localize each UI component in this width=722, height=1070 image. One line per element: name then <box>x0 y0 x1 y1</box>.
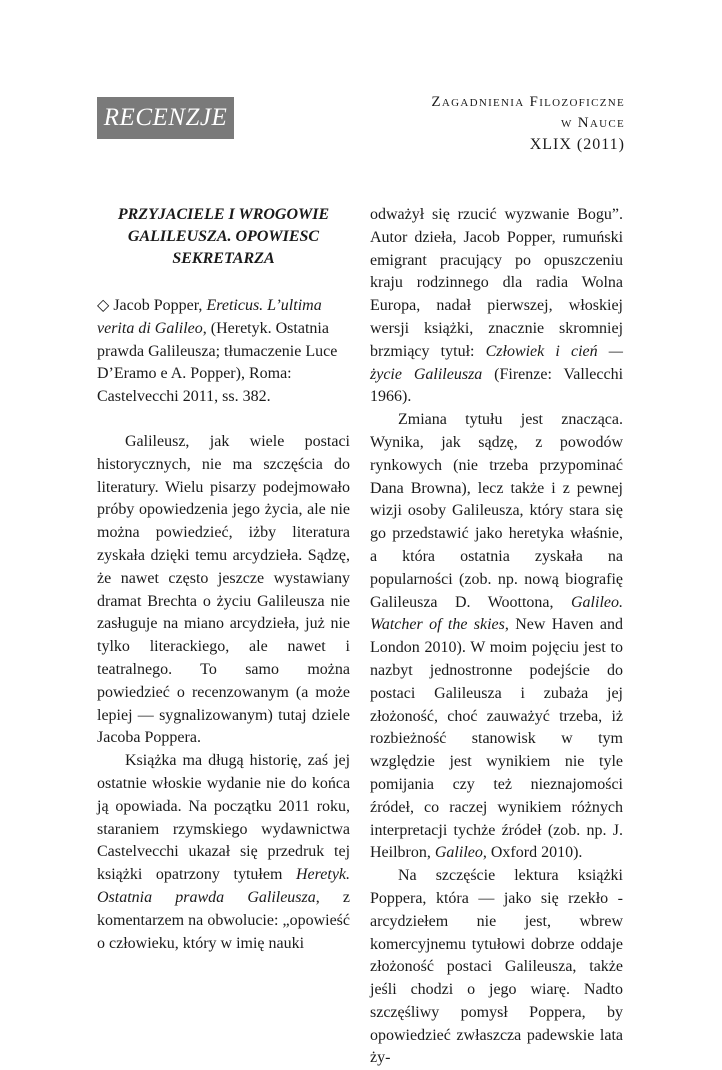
journal-name-line2: w Nauce <box>560 115 625 131</box>
paragraph-3-segment: Galileo. Watcher of the skies <box>370 593 623 634</box>
paragraph-3-segment: Zmiana tytułu jest znacząca. Wynika, jak sądzę, z powodów rynkowych (nie trzeba przypominać Dana Browna), lecz także i z pewnej wizji osoby Galileusza, który stara się go przedstawić jako heretyka właśnie, a która ostatnia zyskała na popularności (zob. np. nową biografię Galileusza D. Woottona, <box>370 411 623 611</box>
paragraph-4-segment: Na szczęście lektura książki Poppera, która — jako się rzekło - arcydziełem nie jest, wbrew komercyjnemu tytułowi dobrze oddaje złożoność postaci Galileusza, także jeśli chodzi o jego wiarę. Nadto szczęśliwy pomysł Poppera, by opowiedzieć zwłaszcza padewskie lata ży- <box>370 867 623 1067</box>
paragraph-3 <box>370 409 623 865</box>
bib-author: Jacob Popper, <box>113 297 207 314</box>
paragraph-3-segment: , Oxford 2010). <box>482 844 583 862</box>
bib-details: , (Heretyk. Ostatnia prawda Galileusza; tłumaczenie Luce D’Eramo e A. Popper), Roma: Castelvecchi 2011, ss. 382. <box>97 319 338 406</box>
section-label: RECENZJE <box>103 104 228 131</box>
paragraph-3-segment: Galileo <box>434 844 483 862</box>
paragraph-1: Galileusz, jak wiele postaci historycznych, nie ma szczęścia do literatury. Wielu pisarzy podejmowało próby opowiedzenia jego życia, ale nie można powiedzieć, iżby literatura zyskała dzięki temu arcydzieła. Sądzę, że nawet często jeszcze wystawiany dramat Brechta o życiu Galileusza nie zasługuje na miano arcydzieła, już nie tylko literackiego, ale nawet i teatralnego. To samo można powiedzieć o recenzowanym (a może lepiej — sygnalizowanym) tutaj dziele Jacoba Poppera. <box>97 432 350 747</box>
left-column <box>97 204 350 955</box>
journal-header <box>431 92 625 155</box>
article-title: PRZYJACIELE I WROGOWIE GALILEUSZA. OPOWIESC SEKRETARZA <box>117 206 330 267</box>
journal-name-line1: Zagadnienia Filozoficzne <box>431 94 625 110</box>
paragraph-2-continued: odważył się rzucić wyzwanie Bogu”. Autor dzieła, Jacob Popper, rumuński emigrant pracujący po opuszczeniu kraju rodzinnego dla radia Wolna Europa, nadał pierwszej, włoskiej wersji książki, znacznie skromniej brzmiący tytuł: Człowiek i cień — życie Galileusza (Firenze: Vallecchi 1966). <box>370 206 624 406</box>
right-column <box>370 204 623 1070</box>
paragraph-4 <box>370 865 623 1070</box>
diamond-icon: ◇ <box>97 297 110 314</box>
section-badge <box>97 97 234 139</box>
bib-book-title: Ereticus. L’ultima verita di Galileo <box>97 297 322 337</box>
journal-volume: XLIX (2011) <box>529 136 625 153</box>
paragraph-3-segment: , New Haven and London 2010). W moim pojęciu jest to nazbyt jednostronne podejście do postaci Galileusza i zubaża jej złożoność, choć zauważyć trzeba, iż rozbieżność stanowisk w tym względzie jest wynikiem nie tyle pomijania czy też nieznajomości źródeł, co raczej wynikiem różnych interpretacji tychże źródeł (zob. np. J. Heilbron, <box>370 616 623 862</box>
bibliographic-entry <box>97 295 350 409</box>
paragraph-2: Książka ma długą historię, zaś jej ostatnie włoskie wydanie nie do końca ją opowiada. Na początku 2011 roku, staraniem rzymskiego wydawnictwa Castelvecchi ukazał się przedruk tej książki opatrzony tytułem Heretyk. Ostatnia prawda Galileusza, z komentarzem na obwolucie: „opowieść o człowieku, który w imię nauki <box>97 752 351 952</box>
